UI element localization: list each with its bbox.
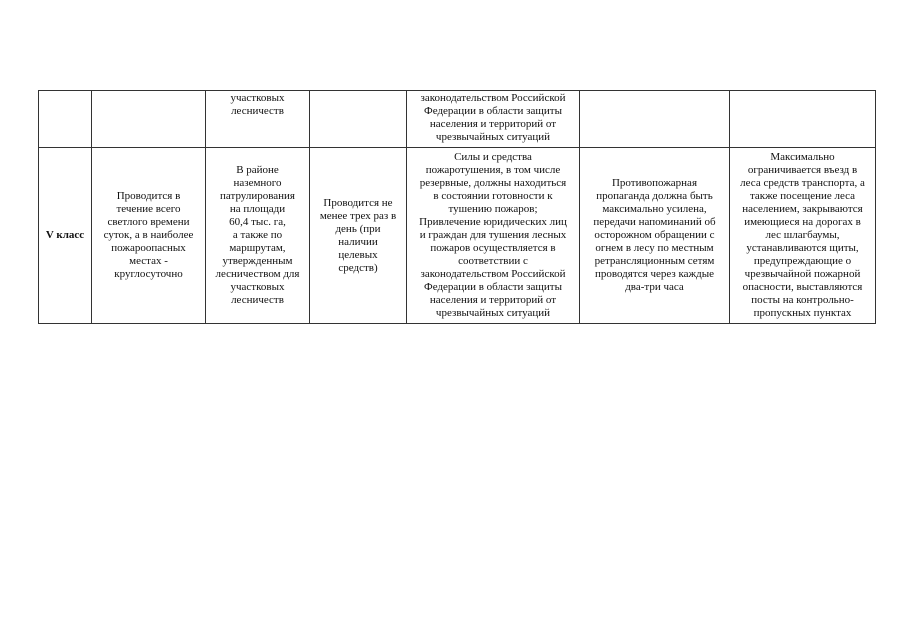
cell-patrol-frequency — [310, 91, 407, 148]
cell-class: V класс — [39, 148, 92, 324]
cell-restrictions: Максимально ограничивается въезд в леса средств транспорта, а также посещение леса населением, закрываются имеющиеся на дорогах в лес шлагбаумы, устанавливаются щиты, предупреждающие о чрезвычайной пожарной опасности, выставляются посты на контрольно- пропускных пунктах — [730, 148, 876, 324]
cell-patrol-air: Проводится в течение всего светлого времени суток, а в наиболее пожароопасных местах - круглосуточно — [92, 148, 206, 324]
cell-propaganda — [580, 91, 730, 148]
cell-patrol-air — [92, 91, 206, 148]
table-row-class-v — [39, 148, 876, 324]
cell-patrol-frequency: Проводится не менее трех раз в день (при наличии целевых средств) — [310, 148, 407, 324]
cell-propaganda: Противопожарная пропаганда должна быть максимально усилена, передачи напоминаний об осторожном обращении с огнем в лесу по местным ретрансляционным сетям проводятся через каждые два-три часа — [580, 148, 730, 324]
cell-restrictions — [730, 91, 876, 148]
fire-danger-measures-table — [38, 90, 876, 324]
cell-class — [39, 91, 92, 148]
cell-firefighting-forces: Силы и средства пожаротушения, в том числе резервные, должны находиться в состоянии готовности к тушению пожаров; Привлечение юридических лиц и граждан для тушения лесных пожаров осуществляется в соответствии с законодательством Российской Федерации в области защиты населения и территорий от чрезвычайных ситуаций — [407, 148, 580, 324]
cell-firefighting-forces: законодательством Российской Федерации в области защиты населения и территорий от чрезвычайных ситуаций — [407, 91, 580, 148]
cell-patrol-ground: В районе наземного патрулирования на площади 60,4 тыс. га, а также по маршрутам, утвержденным лесничеством для участковых лесничеств — [206, 148, 310, 324]
table-row-continued — [39, 91, 876, 148]
cell-patrol-ground: участковых лесничеств — [206, 91, 310, 148]
